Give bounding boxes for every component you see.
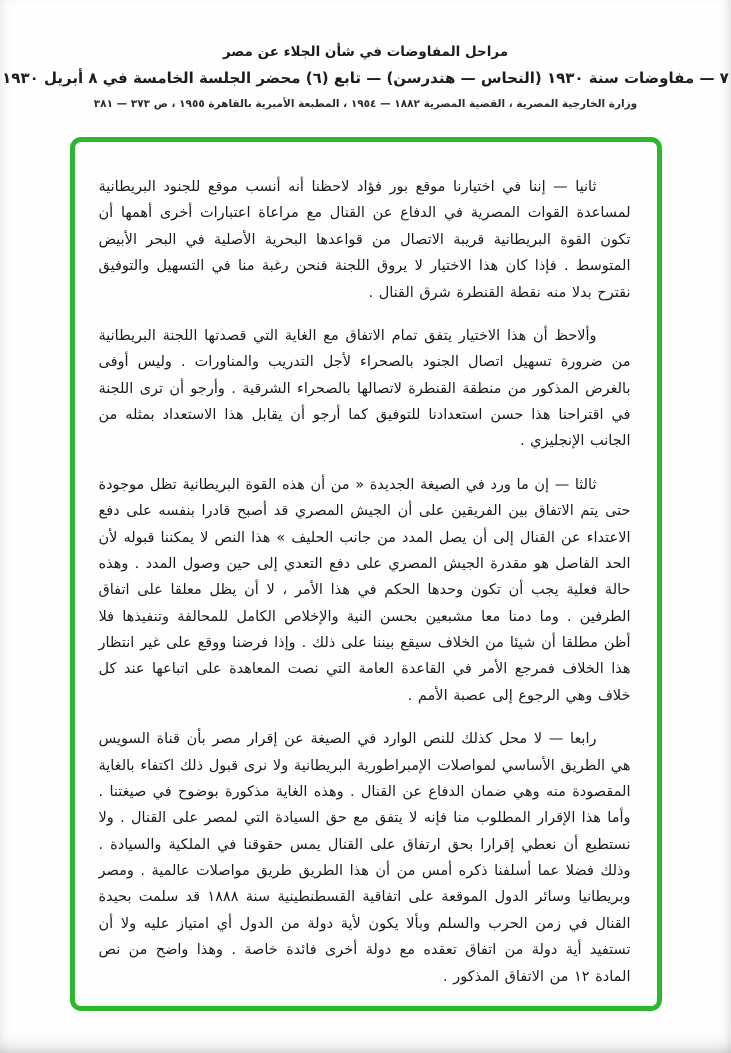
page-subtitle: ٧ — مفاوضات سنة ١٩٣٠ (النحاس — هندرسن) — تابع (٦) محضر الجلسة الخامسة في ٨ أبريل ١٩٣٠ [2,69,729,87]
paragraph-second-point: ثانيا — إننا في اختيارنا موقع بور فؤاد لاحظنا أنه أنسب موقع للجنود البريطانية لمساعدة القوات المصرية في الدفاع عن القنال مع مراعاة اعتبارات أخرى أهمها أن تكون القوة البريطانية قريبة الاتصال من قواعدها البحرية الأصلية في البحر الأبيض المتوسط . فإذا كان هذا الاختيار لا يروق اللجنة فنحن رغبة منا في التسهيل والتوفيق نقترح بدلا منه نقطة القنطرة شرق القنال . [98,179,631,301]
document-body [99,174,631,990]
highlight-box [70,137,662,1011]
paragraph-second-point-continued: وألاحظ أن هذا الاختيار يتفق تمام الاتفاق مع الغاية التي قصدتها اللجنة البريطانية من ضرورة تسهيل اتصال الجنود بالصحراء لأجل التدريب والمناورات . وليس أوفى بالغرض المذكور من منطقة القنطرة لاتصالها بالصحراء الشرقية . وأرجو أن ترى اللجنة في اقتراحنا هذا حسن استعدادنا للتوفيق كما أرجو أن يقابل هذا الاستعداد بمثله من الجانب الإنجليزي . [98,327,631,450]
paragraph-third-point: ثالثا — إن ما ورد في الصيغة الجديدة « من أن هذه القوة البريطانية تظل موجودة حتى يتم الاتفاق بين الفريقين على أن الجيش المصري قد أصبح قادرا بنفسه على دفع الاعتداء عن القنال إلى أن يصل المدد من جانب الحليف » هذا النص لا يمكننا قبوله لأن الحد الفاصل هو مقدرة الجيش المصري على دفع التعدي إلى حين وصول المدد . وهذه حالة فعلية يجب أن تكون وحدها الحكم في هذا الأمر ، لا أن يظل معلقا على اتفاق الطرفين . وما دمنا معا مشبعين بحسن النية والإخلاص الكامل للمحالفة وتنفيذها فلا أظن مطلقا أن شيئا من الخلاف سيقع بيننا على ذلك . وإذا فرضنا ووقع على غير انتظار هذا الخلاف فمرجع الأمر في القاعدة العامة التي نصت المعاهدة على اتباعها عند كل خلاف وهي الرجوع إلى عصبة الأمم . [98,476,631,704]
page-source-citation: وزارة الخارجية المصرية ، القضية المصرية ١٨٨٢ — ١٩٥٤ ، المطبعة الأميرية بالقاهرة ١٩٥٥ ، ص ٣٧٣ — ٣٨١ [93,98,638,110]
page-title: مراحل المفاوضات في شأن الجلاء عن مصر [222,44,509,60]
page-header [0,0,731,110]
paragraph-fourth-point: رابعا — لا محل كذلك للنص الوارد في الصيغة عن إقرار مصر بأن قناة السويس هي الطريق الأساسي لمواصلات الإمبراطورية البريطانية ولا نرى قبول ذلك اكتفاء بالغاية المقصودة منه وهي ضمان الدفاع عن القنال . وهذه الغاية مذكورة بوضوح في صيغتنا . وأما هذا الإقرار المطلوب منا فإنه لا يتفق مع حق السيادة التي لمصر على القنال . ولا نستطيع أن نعطي إقرارا بحق ارتفاق على القنال يمس حقوقنا في الملكية والسيادة . وذلك فضلا عما أسلفنا ذكره أمس من أن هذا الطريق طريق مواصلات عالمية . ومصر وبريطانيا وسائر الدول الموقعة على اتفاقية القسطنطينية سنة ١٨٨٨ قد سلمت بحيدة القنال في زمن الحرب والسلم وبألا يكون لأية دولة من الدول أي امتياز عليه ولا أن تستفيد أية دولة من اتفاق تعقده مع دولة أخرى فائدة خاصة . وهذا واضح من نص المادة ١٢ من الاتفاق المذكور . [98,731,631,985]
